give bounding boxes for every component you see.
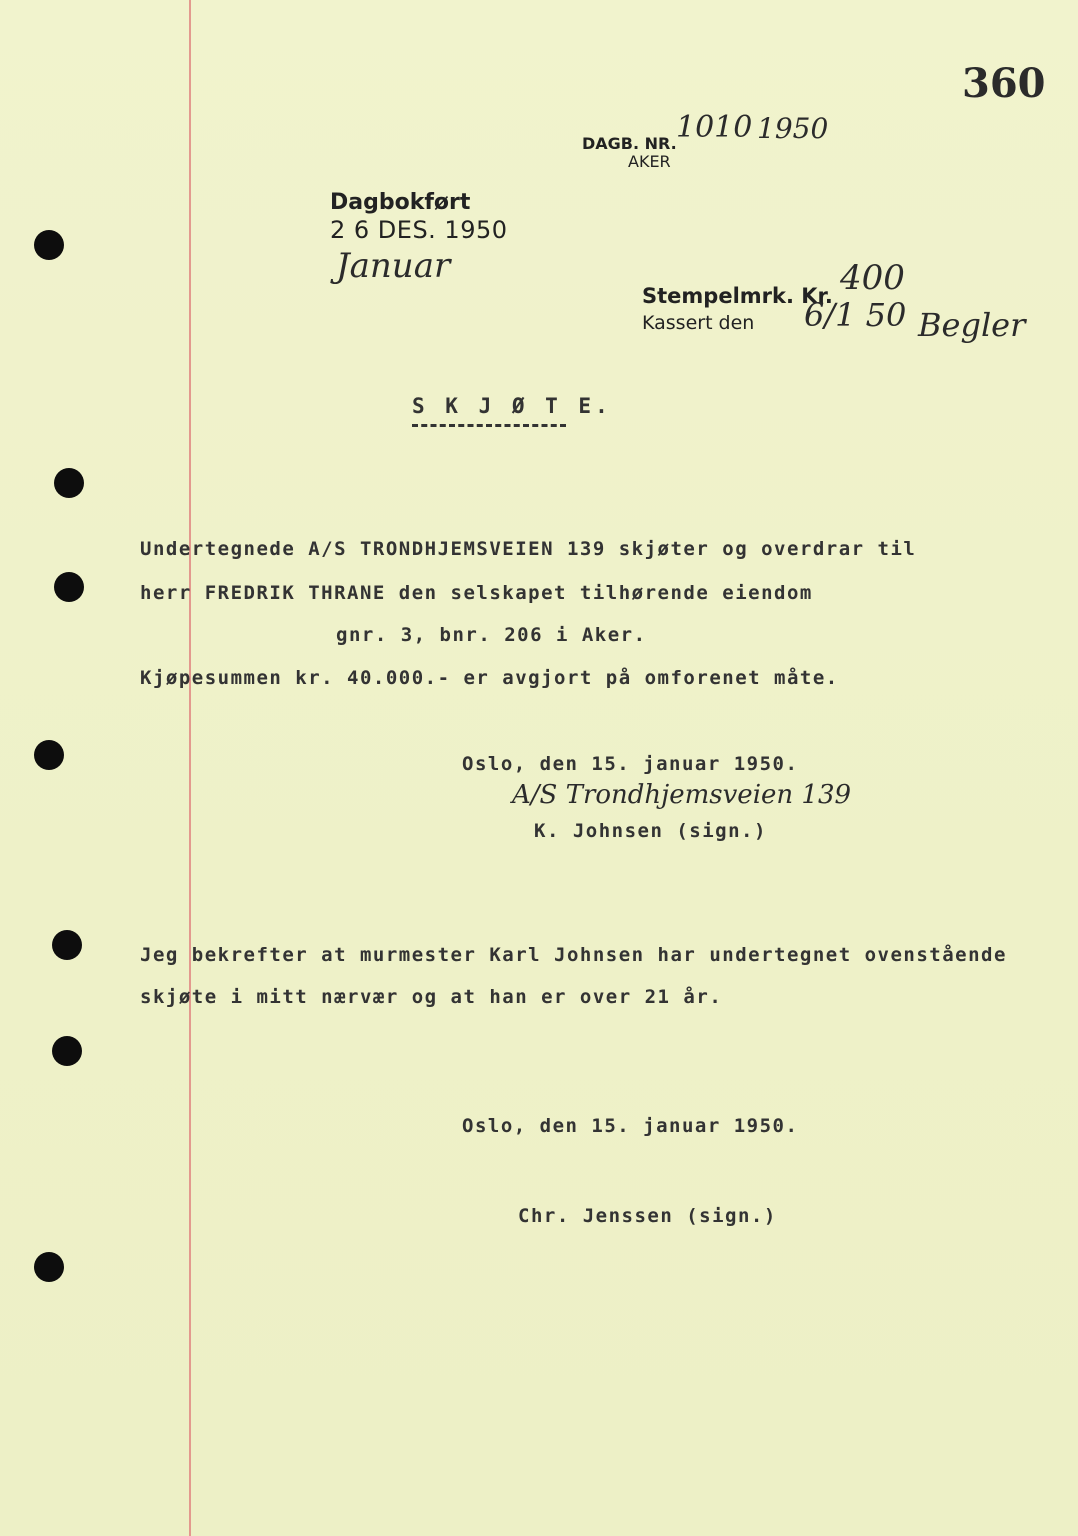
stempel-amount: 400 [840,258,905,298]
para2-line: Jeg bekrefter at murmester Karl Johnsen har undertegnet ovenstående [140,944,1007,966]
punch-hole [52,1036,82,1066]
dagbokfort-note: Januar [336,246,451,286]
signer-1: K. Johnsen (sign.) [534,820,767,842]
dagbok-label: DAGB. NR. [582,134,677,153]
signer-2: Chr. Jenssen (sign.) [518,1205,777,1227]
place-date-1: Oslo, den 15. januar 1950. [462,753,799,775]
margin-line [189,0,191,1536]
punch-hole [34,1252,64,1282]
punch-hole [52,930,82,960]
kassert-signature: Begler [918,306,1026,344]
punch-hole [54,468,84,498]
para1-line: Undertegnede A/S TRONDHJEMSVEIEN 139 skjøter og overdrar til [140,538,917,560]
dagbok-number: 1010 [676,110,753,145]
kassert-date: 6/1 50 [804,296,907,334]
para1-line: Kjøpesummen kr. 40.000.- er avgjort på omforenet måte. [140,667,839,689]
dagbok-year: 1950 [757,112,829,145]
punch-hole [54,572,84,602]
para2-line: skjøte i mitt nærvær og at han er over 21 år. [140,986,723,1008]
stempel-label: Stempelmrk. Kr. [642,284,833,308]
para1-line: herr FREDRIK THRANE den selskapet tilhørende eiendom [140,582,813,604]
handwritten-company: A/S Trondhjemsveien 139 [512,780,852,810]
place-date-2: Oslo, den 15. januar 1950. [462,1115,799,1137]
kassert-label: Kassert den [642,312,755,334]
dagbok-place: AKER [628,152,671,171]
para1-line: gnr. 3, bnr. 206 i Aker. [336,624,647,646]
page-title: S K J Ø T E. [412,394,612,418]
punch-hole [34,230,64,260]
page-number: 360 [962,60,1046,107]
dagbokfort-label: Dagbokført [330,190,471,215]
dagbokfort-date: 2 6 DES. 1950 [330,216,508,244]
punch-hole [34,740,64,770]
title-underline [412,424,566,427]
